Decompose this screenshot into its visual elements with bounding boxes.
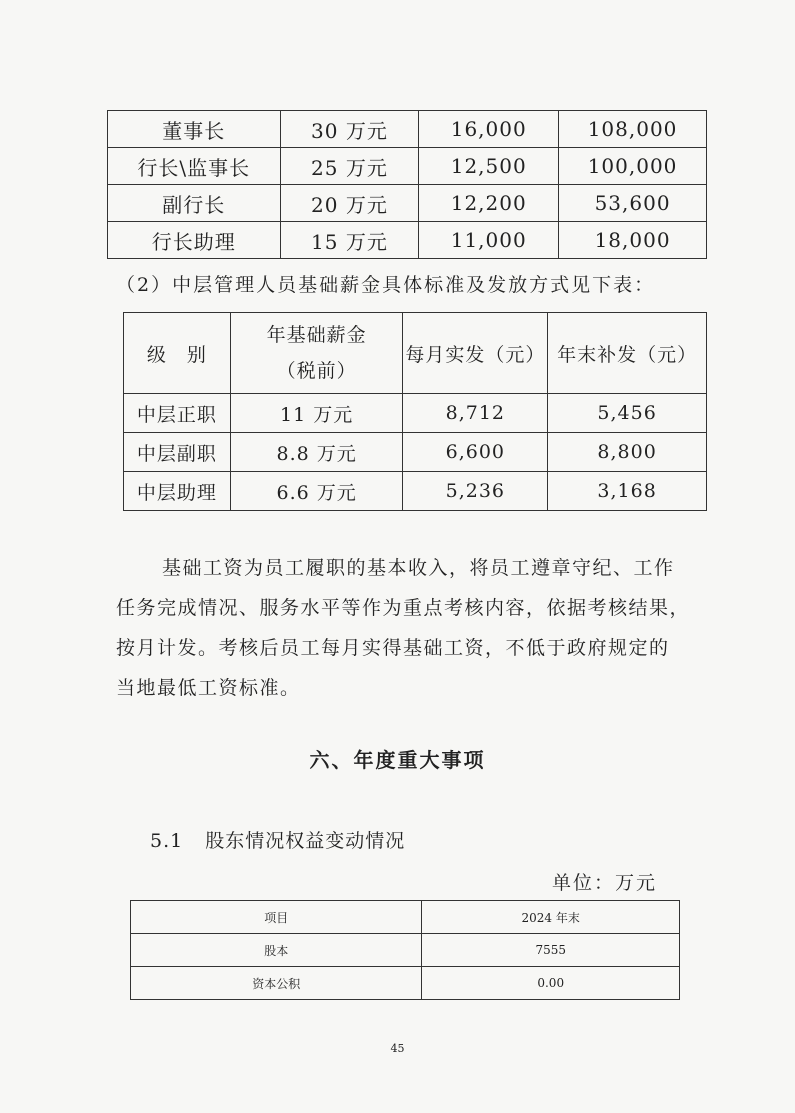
table-cell: 5,456	[548, 394, 707, 433]
table-cell: 12,200	[419, 185, 559, 222]
table-cell: 11,000	[419, 222, 559, 259]
table-row	[108, 111, 707, 148]
table-cell: 6,600	[403, 433, 548, 472]
table-row	[124, 433, 707, 472]
table-row	[124, 472, 707, 511]
section-title: 六、年度重大事项	[309, 748, 486, 772]
table-cell: 12,500	[419, 148, 559, 185]
salary-paragraph	[116, 548, 706, 708]
table-row	[108, 148, 707, 185]
table-cell: 8,800	[548, 433, 707, 472]
table-cell: 中层正职	[124, 394, 231, 433]
table-cell: 6.6 万元	[230, 472, 403, 511]
table-row	[108, 222, 707, 259]
table-cell: 3,168	[548, 472, 707, 511]
table-cell: 行长\监事长	[108, 148, 281, 185]
table-cell: 100,000	[559, 148, 707, 185]
table-row	[108, 185, 707, 222]
table-cell: 7555	[422, 934, 680, 967]
mid-level-salary-table	[123, 312, 707, 511]
table-cell: 18,000	[559, 222, 707, 259]
header-base-line1: 年基础薪金	[266, 324, 367, 346]
header-yearend: 年末补发（元）	[548, 313, 707, 394]
table-cell: 资本公积	[131, 967, 422, 1000]
table-cell: 25 万元	[280, 148, 419, 185]
paragraph-line: 基础工资为员工履职的基本收入，将员工遵章守纪、工作	[162, 557, 675, 579]
mid-level-intro: （2）中层管理人员基础薪金具体标准及发放方式见下表：	[116, 274, 656, 296]
subsection-number: 5.1	[150, 830, 184, 852]
table-cell: 15 万元	[280, 222, 419, 259]
table-cell: 0.00	[422, 967, 680, 1000]
table-row	[131, 967, 680, 1000]
table-cell: 20 万元	[280, 185, 419, 222]
paragraph-line: 当地最低工资标准。	[116, 677, 301, 699]
table-cell: 53,600	[559, 185, 707, 222]
table-cell: 8.8 万元	[230, 433, 403, 472]
equity-table	[130, 900, 680, 1000]
table-cell: 股本	[131, 934, 422, 967]
subsection-title: 股东情况权益变动情况	[205, 830, 406, 852]
table-cell: 30 万元	[280, 111, 419, 148]
paragraph-line: 任务完成情况、服务水平等作为重点考核内容，依据考核结果，	[116, 597, 691, 619]
unit-label: 单位：万元	[552, 872, 658, 894]
table-row	[124, 394, 707, 433]
table-header-row	[124, 313, 707, 394]
table-cell: 11 万元	[230, 394, 403, 433]
header-base-line2: （税前）	[276, 360, 357, 382]
header-item: 项目	[131, 901, 422, 934]
table-cell: 108,000	[559, 111, 707, 148]
header-level: 级 别	[124, 313, 231, 394]
table-cell: 中层助理	[124, 472, 231, 511]
paragraph-line: 按月计发。考核后员工每月实得基础工资，不低于政府规定的	[116, 637, 670, 659]
header-base-salary	[230, 313, 403, 394]
header-monthly: 每月实发（元）	[403, 313, 548, 394]
table-cell: 8,712	[403, 394, 548, 433]
table-cell: 行长助理	[108, 222, 281, 259]
table-cell: 董事长	[108, 111, 281, 148]
table-cell: 16,000	[419, 111, 559, 148]
table-cell: 中层副职	[124, 433, 231, 472]
page-number: 45	[390, 1042, 405, 1055]
table-row	[131, 934, 680, 967]
table-header-row	[131, 901, 680, 934]
subsection-heading	[150, 826, 405, 853]
header-year-end: 2024 年末	[422, 901, 680, 934]
table-cell: 副行长	[108, 185, 281, 222]
table-cell: 5,236	[403, 472, 548, 511]
executive-salary-table	[107, 110, 707, 259]
